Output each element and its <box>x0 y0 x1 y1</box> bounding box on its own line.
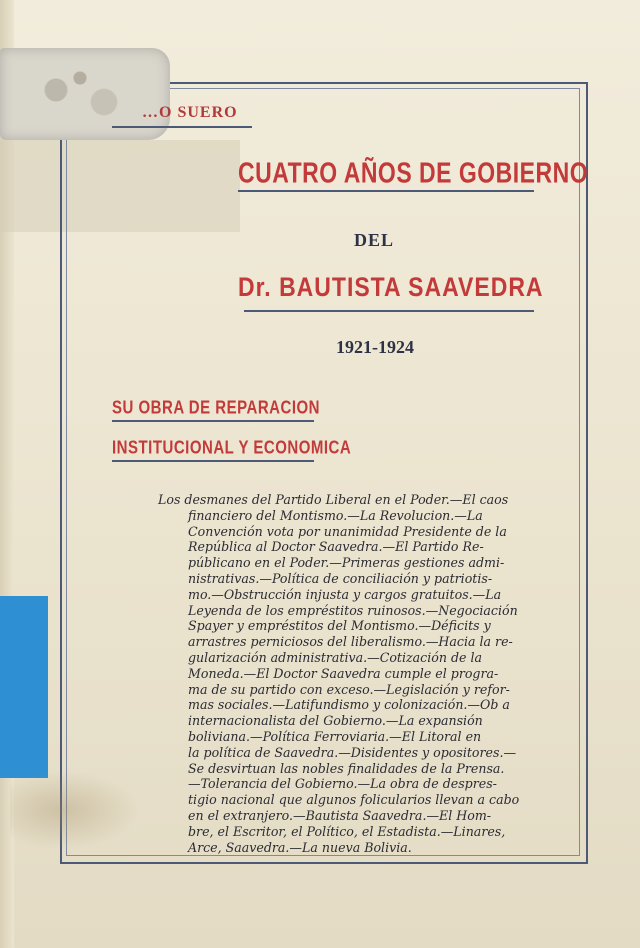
summary-line: ma de su partido con exceso.—Legislación y refor- <box>188 681 510 697</box>
subtitle-line-2: INSTITUCIONAL Y ECONOMICA <box>112 438 352 459</box>
summary-line: mas sociales.—Latifundismo y colonización.—Ob a <box>188 697 510 713</box>
author-rule <box>112 126 252 128</box>
summary-line: en el extranjero.—Bautista Saavedra.—El Hom- <box>188 807 492 823</box>
summary-line: Spayer y empréstitos del Montismo.—Déficits y <box>188 618 491 634</box>
summary-line: mo.—Obstrucción injusta y cargos gratuitos.—La <box>188 586 502 602</box>
summary-line: nistrativas.—Política de conciliación y patriotis- <box>188 570 493 586</box>
summary-line: bre, el Escritor, el Político, el Estadista.—Linares, <box>188 823 506 839</box>
subtitle-rule-1 <box>112 420 314 422</box>
summary-line: Arce, Saavedra.—La nueva Bolivia. <box>188 839 412 855</box>
contents-summary <box>160 492 536 855</box>
summary-line: Leyenda de los empréstitos ruinosos.—Negociación <box>188 602 518 618</box>
author-name: …O SUERO <box>142 104 238 121</box>
title-rule <box>238 190 534 192</box>
summary-line: Moneda.—El Doctor Saavedra cumple el progra- <box>188 665 499 681</box>
summary-line: Los desmanes del Partido Liberal en el Poder.—El caos <box>158 492 509 507</box>
summary-line: financiero del Montismo.—La Revolucion.—La <box>188 507 483 523</box>
subject-name: Dr. BAUTISTA SAAVEDRA <box>238 272 544 302</box>
subtitle-line-1: SU OBRA DE REPARACION <box>112 398 321 419</box>
summary-line: Convención vota por unanimidad Presidente de la <box>188 523 507 539</box>
summary-line: gularización administrativa.—Cotización de la <box>188 649 482 665</box>
summary-line: arrastres perniciosos del liberalismo.—Hacia la re- <box>188 634 513 650</box>
subtitle-rule-2 <box>112 460 314 462</box>
book-title: CUATRO AÑOS DE GOBIERNO <box>238 156 589 189</box>
library-sticker <box>0 596 48 778</box>
title-connector: DEL <box>354 230 395 250</box>
summary-line: públicano en el Poder.—Primeras gestiones admi- <box>188 555 505 571</box>
summary-line: la política de Saavedra.—Disidentes y opositores.— <box>188 744 517 760</box>
summary-line: —Tolerancia del Gobierno.—La obra de despres- <box>188 776 497 792</box>
summary-line: República al Doctor Saavedra.—El Partido Re- <box>188 539 484 555</box>
subject-rule <box>244 310 534 312</box>
summary-line: internacionalista del Gobierno.—La expansión <box>188 713 483 729</box>
summary-line: boliviana.—Política Ferroviaria.—El Litoral en <box>188 728 482 744</box>
summary-line: Se desvirtuan las nobles finalidades de la Prensa. <box>188 760 505 776</box>
paper-stain <box>10 770 140 850</box>
worn-paper-texture <box>20 66 140 126</box>
years-range: 1921-1924 <box>336 337 414 357</box>
summary-line: tigio nacional que algunos folicularios llevan a cabo <box>188 792 520 808</box>
